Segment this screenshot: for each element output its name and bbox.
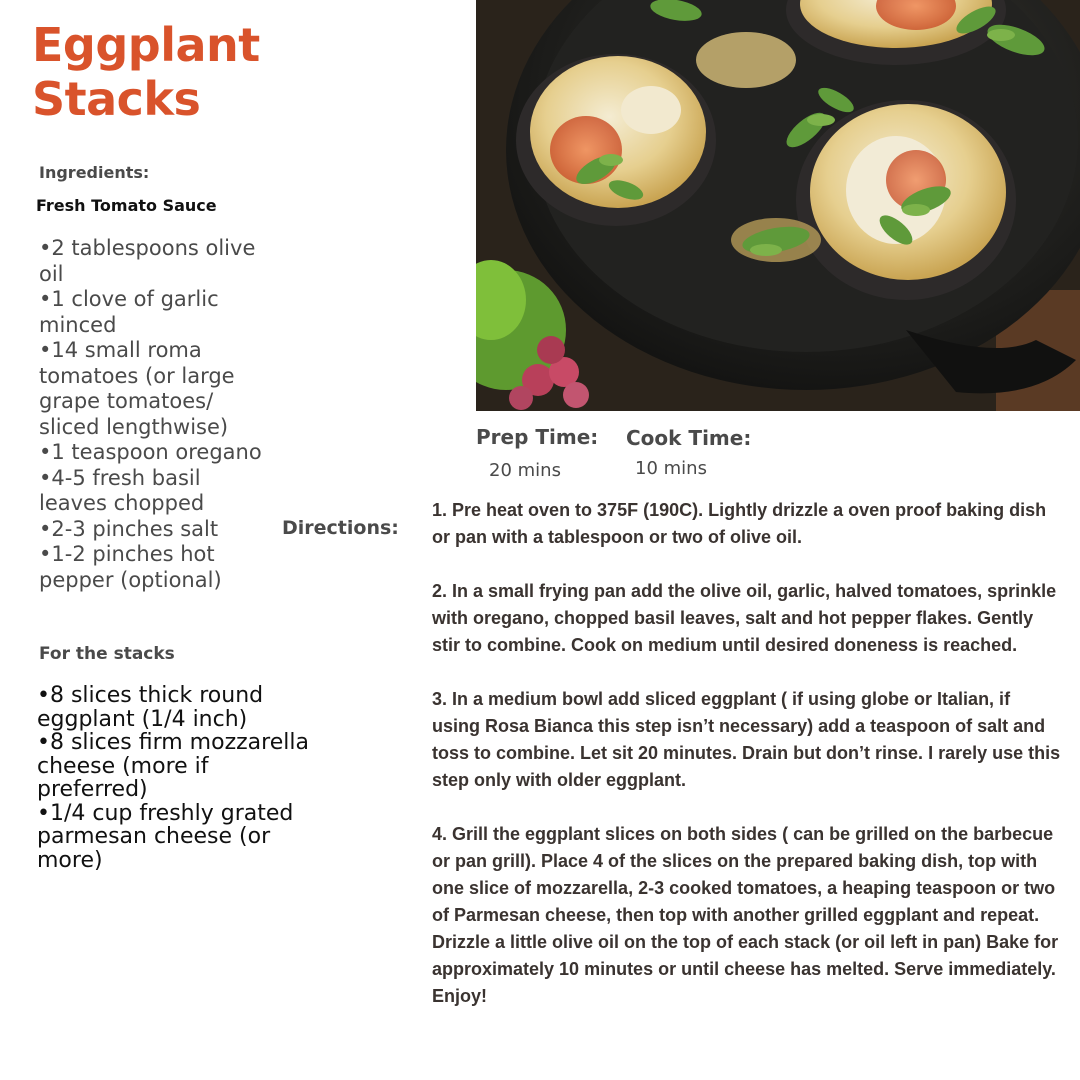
cook-time-label: Cook Time: xyxy=(626,426,752,450)
cook-time-value: 10 mins xyxy=(635,458,707,479)
list-item: •1 teaspoon oregano xyxy=(39,440,262,464)
sauce-subheading: Fresh Tomato Sauce xyxy=(36,196,217,215)
list-item: •1 clove of garlic minced xyxy=(39,287,219,337)
recipe-photo xyxy=(476,0,1080,411)
recipe-title xyxy=(32,18,260,126)
list-item: •2 tablespoons olive oil xyxy=(39,236,256,286)
ingredients-heading: Ingredients: xyxy=(39,163,150,182)
list-item: •14 small roma tomatoes (or large grape tomatoes/ sliced lengthwise) xyxy=(39,338,235,439)
list-item: •2-3 pinches salt xyxy=(39,516,219,541)
list-item: •8 slices thick round eggplant (1/4 inch) xyxy=(37,683,264,732)
eggplant-stacks-photo xyxy=(476,0,1080,411)
direction-step: 3. In a medium bowl add sliced eggplant ( if using globe or Italian, if using Rosa Bianca this step isn’t necessary) add a teaspoon of salt and toss to combine. Let sit 20 minutes. Drain but don’t rinse. I rarely use this step only with older eggplant. xyxy=(432,689,1061,790)
list-item: •1-2 pinches hot pepper (optional) xyxy=(39,542,222,592)
sauce-ingredient-list xyxy=(39,236,269,593)
direction-step: 2. In a small frying pan add the olive oil, garlic, halved tomatoes, sprinkle with oregano, chopped basil leaves, salt and hot pepper flakes. Gently stir to combine. Cook on medium until desired doneness is reached. xyxy=(432,581,1057,655)
prep-time-value: 20 mins xyxy=(489,460,561,481)
stacks-ingredient-list xyxy=(37,684,317,872)
directions-heading: Directions: xyxy=(282,517,399,539)
prep-time-label: Prep Time: xyxy=(476,425,599,449)
list-item: •4-5 fresh basil leaves chopped xyxy=(39,465,205,515)
direction-step: 1. Pre heat oven to 375F (190C). Lightly drizzle a oven proof baking dish or pan with a tablespoon or two of olive oil. xyxy=(432,500,1047,547)
direction-step: 4. Grill the eggplant slices on both sides ( can be grilled on the barbecue or pan grill). Place 4 of the slices on the prepared baking dish, top with one slice of mozzarella, 2-3 cooked tomatoes, a heaping teaspoon or two of Parmesan cheese, then top with another grilled eggplant and repeat. Drizzle a little olive oil on the top of each stack (or oil left in pan) Bake for approximately 10 minutes or until cheese has melted. Serve immediately. Enjoy! xyxy=(432,824,1059,1006)
title-line-2: Stacks xyxy=(32,72,201,126)
list-item: •1/4 cup freshly grated parmesan cheese (or more) xyxy=(37,800,294,873)
title-line-1: Eggplant xyxy=(32,18,260,72)
directions-list xyxy=(432,497,1062,1010)
list-item: •8 slices firm mozzarella cheese (more if preferred) xyxy=(37,730,309,802)
stacks-subheading: For the stacks xyxy=(39,644,175,664)
